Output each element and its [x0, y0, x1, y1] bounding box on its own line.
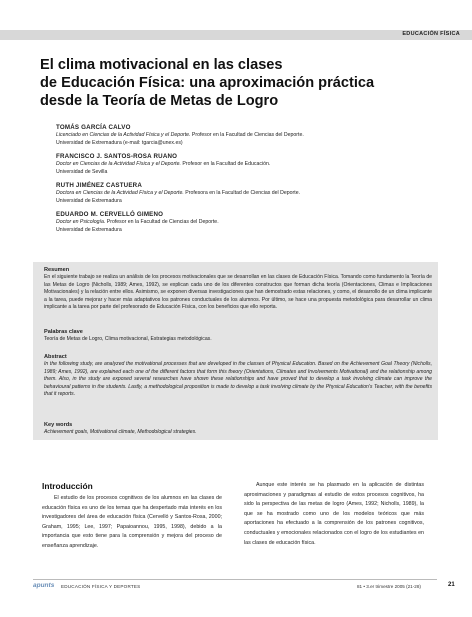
palabras-heading: Palabras clave: [44, 329, 83, 335]
keywords-section: [44, 422, 432, 437]
author-name: TOMÁS GARCÍA CALVO: [56, 124, 131, 131]
author-block: [56, 211, 456, 234]
author-name: FRANCISCO J. SANTOS-ROSA RUANO: [56, 153, 178, 160]
author-institution: Universidad de Extremadura: [56, 226, 122, 233]
author-description: Doctor en Psicología. Profesor en la Facultad de Ciencias del Deporte.: [56, 219, 219, 225]
apunts-logo: apunts: [33, 582, 55, 589]
title-line: de Educación Física: una aproximación práctica: [40, 75, 375, 91]
abstract-heading: Abstract: [44, 354, 67, 360]
author-name: EDUARDO M. CERVELLÓ GIMENO: [56, 211, 164, 218]
introduction-heading: Introducción: [42, 481, 93, 491]
resumen-text: En el siguiente trabajo se realiza un análisis de los procesos motivacionales que se desarrollan en las clases de Educación Física. Tomando como fundamento la Teoría de las Metas de Logro (Nicholls, 1989; Ames, 1992), se explican cada uno de los diferentes constructos que forman dicha teoría (Orientaciones, Climas e Implicaciones Motivacionales) y la relación entre ellos. Asimismo, se exponen diversas investigaciones que han demostrado estas relaciones, y como, el desarrollo de un clima implicante a la tarea, puede mejorar y hacer más adaptativos los patrones conductuales de los alumnos. Por último, se hace una propuesta metodológica para desarrollar un clima implicante a la tarea por parte del profesorado de Educación Física, con los beneficios que ello reporta.: [44, 274, 432, 310]
author-block: [56, 124, 456, 147]
author-description: Licenciado en Ciencias de la Actividad Física y el Deporte. Profesor en la Facultad de Ciencias del Deporte.: [56, 132, 304, 138]
author-list: [56, 124, 456, 240]
body-column-right: Aunque este interés se ha plasmado en la aplicación de distintas aproximaciones y paradigmas al estudio de estos procesos cognitivos, ha sido la perspectiva de las metas de logro (Ames, 1992; Nicholls, 1989), la que se ha mostrado como uno de los modelos teóricos que más aportaciones ha efectuado a la comprensión de los patrones cognitivos, conductuales y emocionales relacionados con el logro de los estudiantes en las clases de educación física.: [244, 482, 424, 546]
palabras-section: [44, 329, 432, 344]
author-block: [56, 182, 456, 205]
page-number: 21: [448, 582, 455, 588]
author-block: [56, 153, 456, 176]
resumen-section: [44, 267, 432, 312]
issue-info: 81 • 3.er trimestre 2005 (21-28): [357, 583, 421, 589]
palabras-text: Teoría de Metas de Logro, Clima motivacional, Estrategias metodológicas.: [44, 336, 212, 342]
abstract-section: [44, 354, 432, 399]
keywords-heading: Key words: [44, 422, 73, 428]
footer-divider: [33, 579, 437, 580]
author-description: Doctor en Ciencias de la Actividad Física y el Deporte. Profesor en la Facultad de Educación.: [56, 161, 271, 167]
keywords-text: Achievement goals, Motivational climate, Methodological strategies.: [44, 429, 197, 435]
resumen-heading: Resumen: [44, 267, 70, 273]
abstract-box: [33, 262, 438, 440]
article-title: [40, 56, 460, 110]
author-name: RUTH JIMÉNEZ CASTUERA: [56, 182, 143, 189]
section-label: EDUCACIÓN FÍSICA: [402, 31, 460, 37]
abstract-text: In the following study, are analyzed the motivational processes that are developed in the classes of Physical Education. Based on the Achievement Goal Theory (Nicholls, 1989; Ames, 1992), are explained each one of the different factors that form this theory (Orientations, Climates and Involvements Motivational) and the relationship among them. Also, in the study are exposed several researches have shown these relationships and have proved that to develop a task involving climate can improve the behavioural patterns in the students. Lastly, a methodological proposition is made to develop a task involving climate by the Physical Education's Teacher, with the benefits that it reports.: [44, 361, 432, 397]
publication-name: EDUCACIÓN FÍSICA Y DEPORTES: [61, 583, 141, 589]
author-institution: Universidad de Extremadura (e-mail: tgarcia@unex.es): [56, 139, 183, 146]
section-band: [0, 30, 472, 40]
author-description: Doctora en Ciencias de la Actividad Física y el Deporte. Profesora en la Facultad de Ciencias del Deporte.: [56, 190, 301, 196]
author-institution: Universidad de Extremadura: [56, 197, 122, 204]
title-line: desde la Teoría de Metas de Logro: [40, 93, 279, 109]
author-institution: Universidad de Sevilla: [56, 168, 108, 175]
body-column-left: El estudio de los procesos cognitivos de los alumnos en las clases de educación física es uno de los temas que ha despertado más interés en los investigadores del área de educación física (Cervelló y Santos-Rosa, 2000; Graham, 1995; Lee, 1997; Papaioannou, 1995, 1998), debido a la importancia que esto tiene para la comprensión y mejora del proceso de enseñanza aprendizaje.: [42, 495, 222, 549]
page-footer: [33, 582, 463, 594]
title-line: El clima motivacional en las clases: [40, 57, 283, 73]
